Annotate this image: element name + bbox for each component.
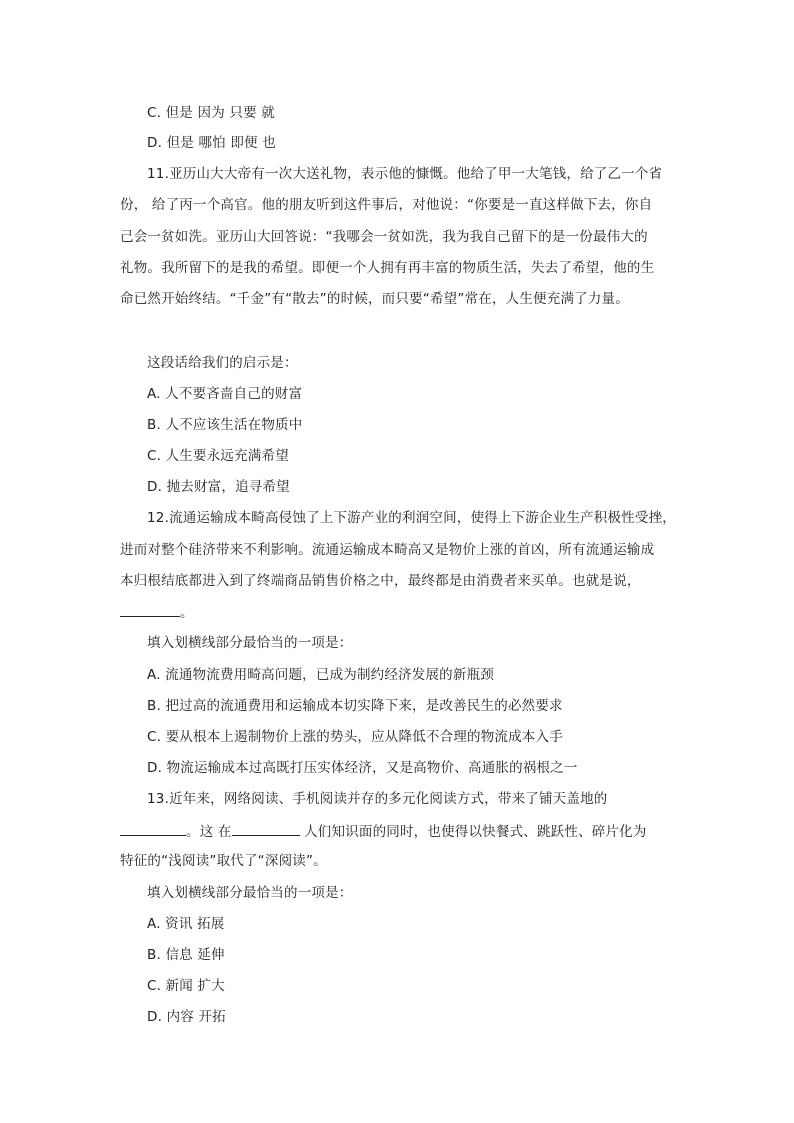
q13-option-c: C. 新闻 扩大: [147, 978, 225, 994]
q11-option-c: C. 人生要永远充满希望: [147, 448, 289, 464]
q11-text-line: 己会一贫如洗。亚历山大回答说：“我哪会一贫如洗，我为我自己留下的是一份最伟大的: [120, 229, 648, 245]
q11-option-a: A. 人不要吝啬自己的财富: [147, 386, 303, 402]
q12-option-c: C. 要从根本上遏制物价上涨的势头，应从降低不合理的物流成本入手: [147, 729, 563, 745]
q13-text-line: 13.近年来，网络阅读、手机阅读并存的多元化阅读方式，带来了铺天盖地的: [147, 791, 608, 807]
q13-text-segment: 人们知识面的同时，也使得以快餐式、跳跃性、碎片化为: [299, 824, 647, 840]
q11-text-line: 11.亚历山大大帝有一次大送礼物，表示他的慷慨。他给了甲一大笔钱，给了乙一个省: [147, 166, 663, 182]
q12-text-line: 12.流通运输成本畸高侵蚀了上下游产业的利润空间，使得上下游企业生产积极性受挫，: [147, 510, 676, 526]
q11-text-line: 命已然开始终结。“千金”有“散去”的时候，而只要“希望”常在，人生便充满了力量。: [120, 291, 629, 307]
q12-blank-line: [120, 602, 194, 622]
q13-prompt: 填入划横线部分最恰当的一项是：: [147, 885, 353, 901]
q13-option-a: A. 资讯 拓展: [147, 916, 225, 932]
q13-text-segment: 。这 在: [186, 824, 232, 840]
q12-option-b: B. 把过高的流通费用和运输成本切实降下来，是改善民生的必然要求: [147, 698, 563, 714]
q12-option-d: D. 物流运输成本过高既打压实体经济，又是高物价、高通胀的祸根之一: [147, 760, 578, 776]
q13-option-b: B. 信息 延伸: [147, 947, 225, 963]
q12-blank-end: 。: [180, 605, 194, 621]
q11-text-line: 份， 给了丙一个高官。他的朋友听到这件事后，对他说：“你要是一直这样做下去，你自: [120, 197, 653, 213]
q11-option-b: B. 人不应该生活在物质中: [147, 417, 303, 433]
q12-option-a: A. 流通物流费用畸高问题，已成为制约经济发展的新瓶颈: [147, 667, 494, 683]
q13-text-line: 特征的“浅阅读”取代了“深阅读”。: [120, 853, 327, 869]
q13-answer-blank-2: [232, 821, 300, 836]
q12-answer-blank: [120, 602, 180, 617]
option-d: D. 但是 哪怕 即便 也: [147, 135, 276, 151]
q13-option-d: D. 内容 开拓: [147, 1009, 226, 1025]
q12-text-line: 本归根结底都进入到了终端商品销售价格之中，最终都是由消费者来买单。也就是说，: [120, 573, 641, 589]
q13-answer-blank-1: [120, 821, 186, 836]
q12-prompt: 填入划横线部分最恰当的一项是：: [147, 635, 353, 651]
q12-text-line: 进而对整个硅济带来不利影响。流通运输成本畸高又是物价上涨的首凶，所有流通运输成: [120, 542, 655, 558]
q11-prompt: 这段话给我们的启示是：: [147, 355, 298, 371]
option-c: C. 但是 因为 只要 就: [147, 105, 275, 121]
q11-text-line: 礼物。我所留下的是我的希望。即便一个人拥有再丰富的物质生活，失去了希望，他的生: [120, 260, 655, 276]
q13-text-line: [120, 821, 647, 841]
q11-option-d: D. 抛去财富，追寻希望: [147, 479, 290, 495]
